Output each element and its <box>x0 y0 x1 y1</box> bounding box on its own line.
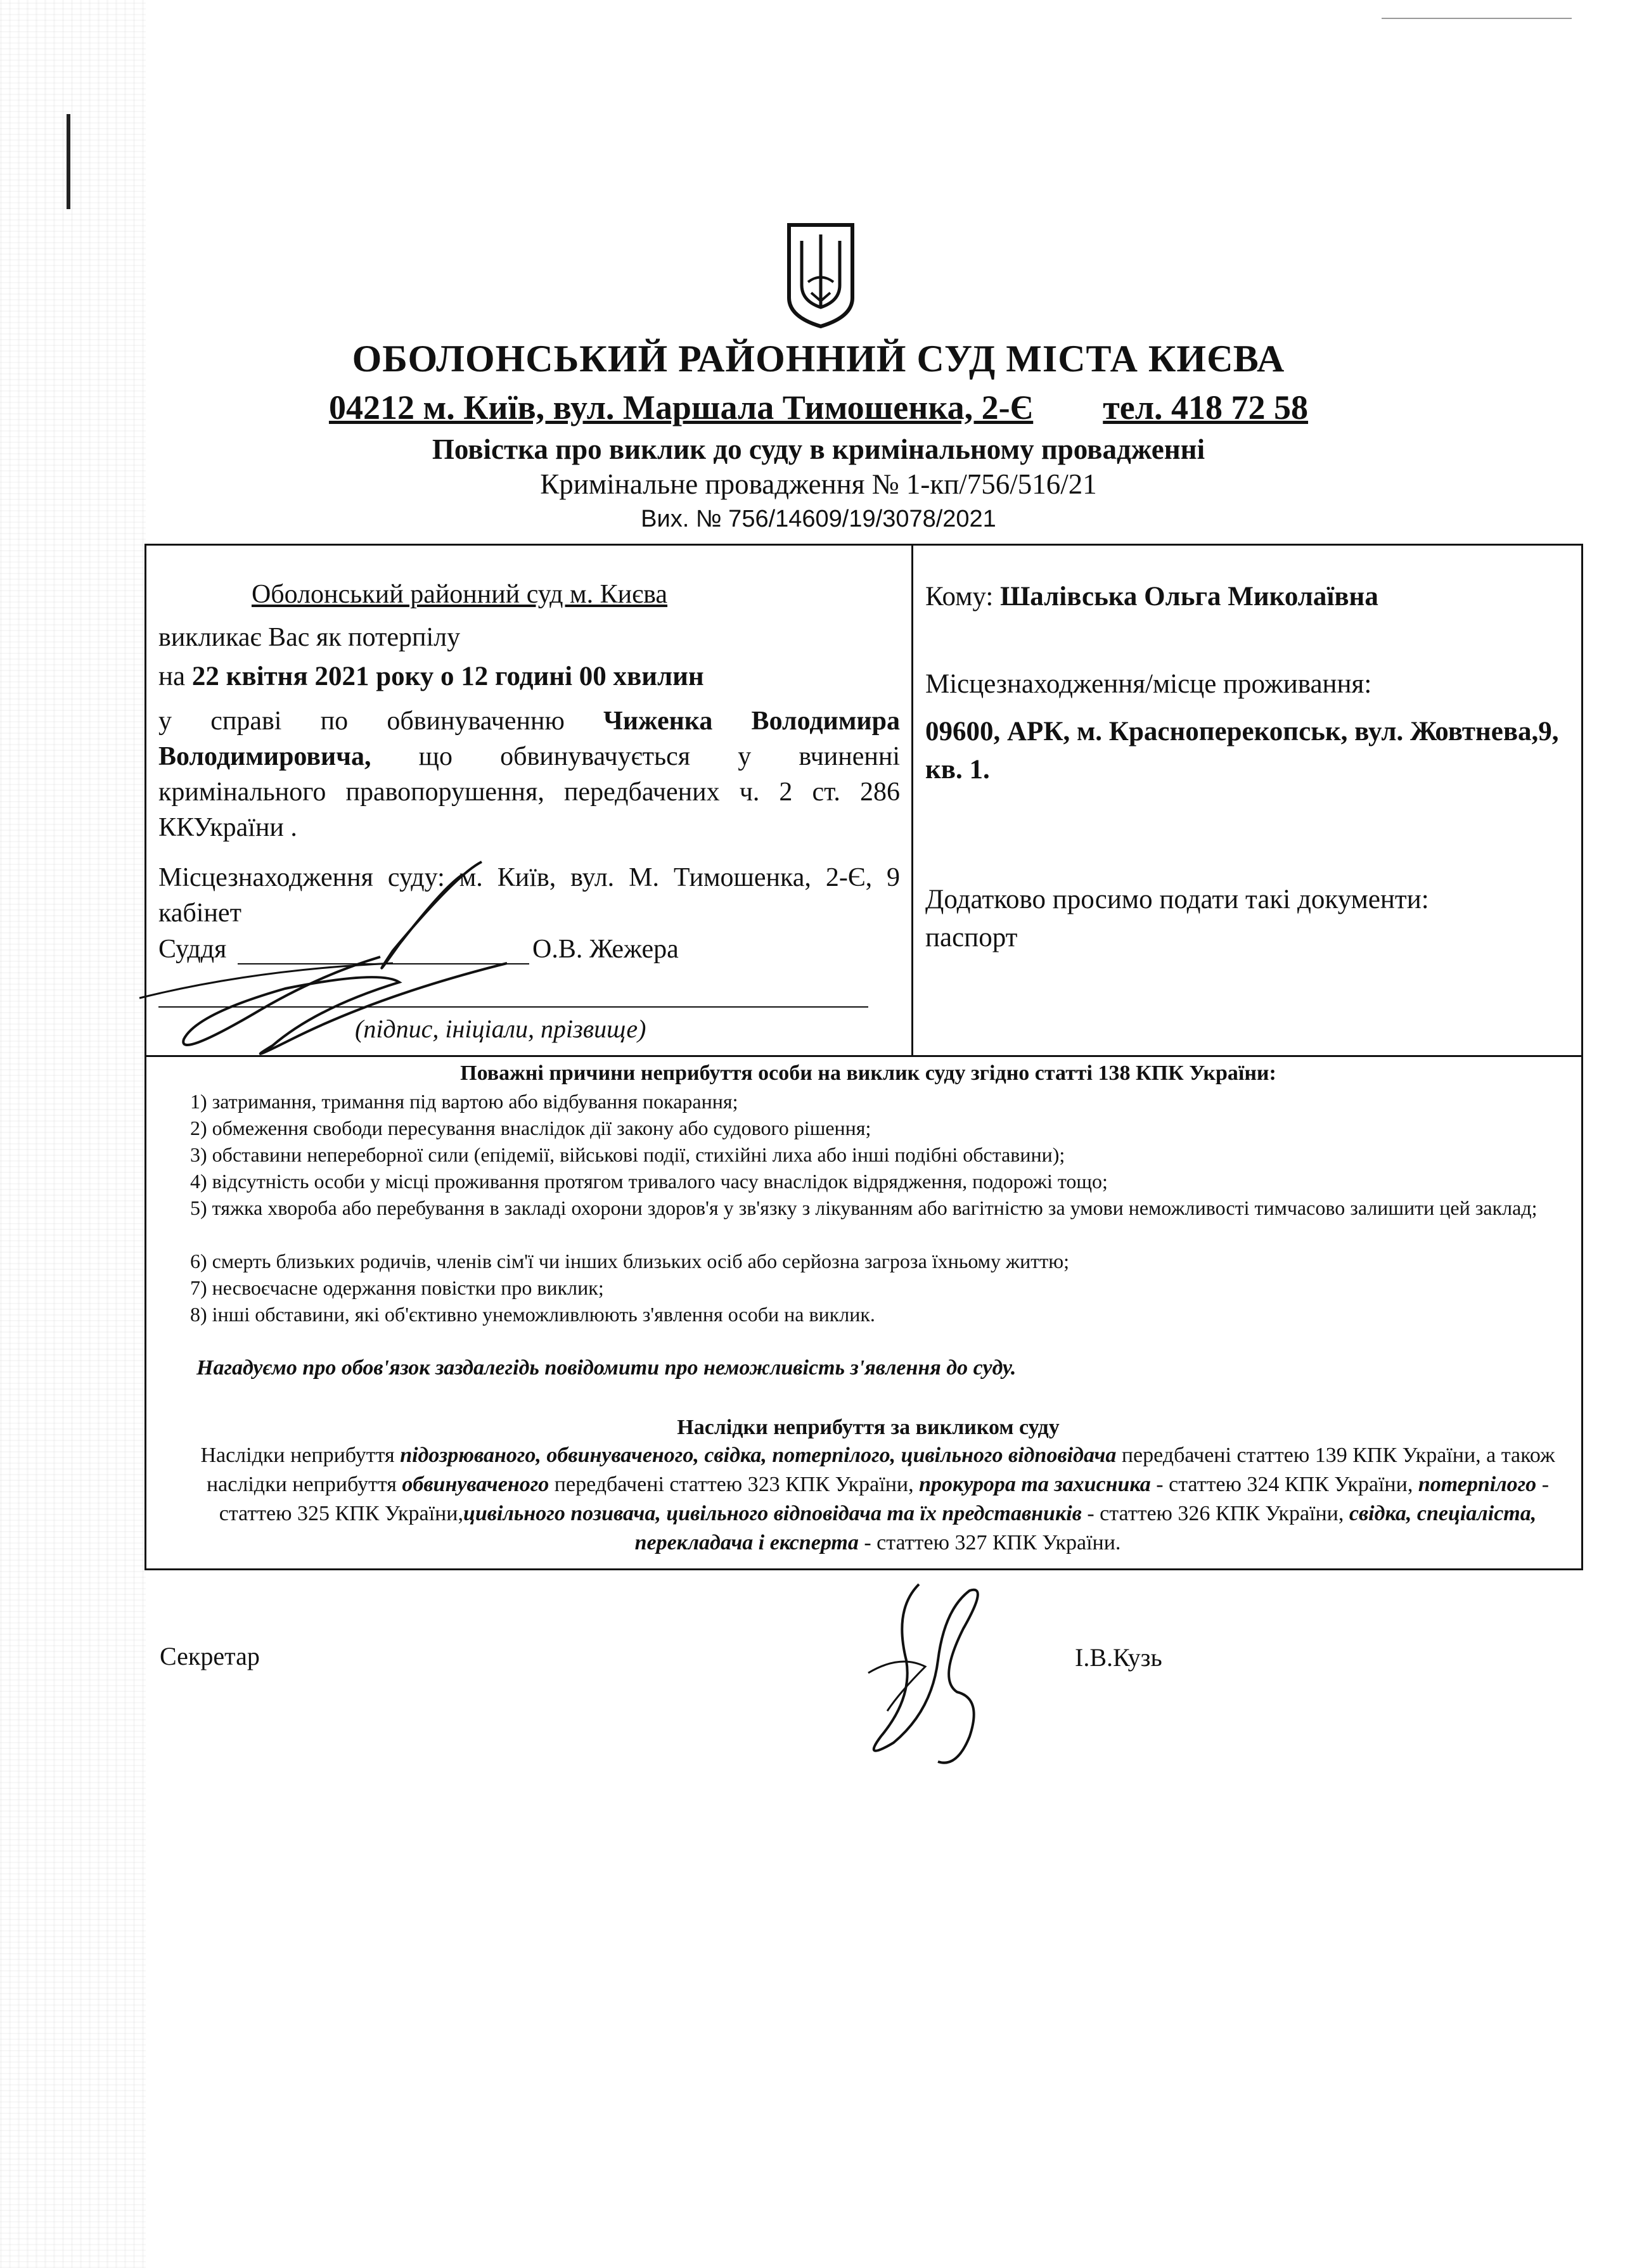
cons-part: передбачені статтею 323 КПК України, <box>549 1473 920 1496</box>
valid-reasons-item: 7) несвоєчасне одержання повістки про виклик; <box>190 1276 604 1299</box>
signature-caption: (підпис, ініціали, прізвище) <box>355 1015 646 1043</box>
documents-required: паспорт <box>925 923 1018 952</box>
cons-emph: підозрюваного, обвинуваченого, свідка, потерпілого, цивільного відповідача <box>400 1444 1117 1467</box>
valid-reasons-item: 8) інші обставини, які об'єктивно унеможливлюють з'явлення особи на виклик. <box>190 1303 875 1326</box>
secretary-label: Секретар <box>160 1642 260 1670</box>
judge-signature-icon <box>127 849 539 1065</box>
frame-right-border <box>1581 544 1583 1570</box>
valid-reasons-item: 5) тяжка хвороба або перебування в закладі охорони здоров'я у зв'язку з лікуванням або вагітністю за умови неможливості тимчасово залишити цей заклад; <box>190 1196 1537 1219</box>
address-text: 04212 м. Київ, вул. Маршала Тимошенка, 2-Є <box>328 388 1034 426</box>
case-number: Кримінальне провадження № 1-кп/756/516/21 <box>540 468 1097 500</box>
coat-of-arms-icon <box>786 222 856 330</box>
summoning-court: Оболонський районний суд м. Києва <box>251 580 668 609</box>
cons-emph: обвинуваченого <box>402 1473 549 1496</box>
case-description <box>158 703 900 845</box>
valid-reasons-item: 6) смерть близьких родичів, членів сім'ї чи інших близьких осіб або серйозна загроза їхньому життю; <box>190 1250 1070 1272</box>
residence-label: Місцезнаходження/місце проживання: <box>925 669 1372 699</box>
frame-bottom-border <box>144 1568 1583 1570</box>
consequences-text <box>190 1441 1565 1558</box>
summons-title: Повістка про виклик до суду в кримінальному провадженні <box>432 433 1205 465</box>
secretary-name: І.В.Кузь <box>1075 1643 1162 1672</box>
residence-address: 09600, АРК, м. Красноперекопськ, вул. Жовтнева,9, кв. 1. <box>925 717 1559 785</box>
cons-emph: цивільного позивача, цивільного відповідача та їх представників <box>463 1502 1082 1525</box>
cons-part: - статтею 325 КПК України, <box>219 1473 1550 1525</box>
hearing-date: 22 квітня 2021 року о 12 годині 00 хвилин <box>191 662 704 691</box>
outgoing-number: Вих. № 756/14609/19/3078/2021 <box>641 506 996 532</box>
valid-reasons-item: 2) обмеження свободи пересування внаслідок дії закону або судового рішення; <box>190 1117 871 1139</box>
case-charge: що обвинувачується у вчиненні кримінального правопорушення, передбачених ч. 2 ст. 286 ККУкраїни . <box>158 742 900 842</box>
summons-role: викликає Вас як потерпілу <box>158 623 461 652</box>
secretary-signature-icon <box>843 1572 1008 1774</box>
frame-top-border <box>144 544 1583 546</box>
cons-emph: свідка, спеціаліста, перекладача і експерта <box>634 1502 1537 1554</box>
court-address <box>0 388 1637 427</box>
recipient-line <box>925 578 1572 616</box>
cons-part: передбачені статтею 139 КПК України, а також наслідки неприбуття <box>206 1444 1555 1496</box>
accused-name: Чиженка Володимира Володимировича, <box>158 707 900 771</box>
judge-label: Суддя <box>158 935 227 964</box>
valid-reasons-item: 3) обставини непереборної сили (епідемії, військові події, стихійні лиха або інші подібні обставини); <box>190 1143 1065 1166</box>
notification-reminder: Нагадуємо про обов'язок заздалегідь повідомити про неможливість з'явлення до суду. <box>196 1356 1017 1380</box>
cons-part: Наслідки неприбуття <box>200 1444 401 1467</box>
court-name: ОБОЛОНСЬКИЙ РАЙОННИЙ СУД МІСТА КИЄВА <box>352 338 1285 380</box>
recipient-label: Кому: <box>925 582 994 612</box>
hearing-date-line <box>158 659 900 695</box>
scan-top-line <box>1382 18 1572 19</box>
judge-name: О.В. Жежера <box>532 935 679 964</box>
cons-emph: потерпілого <box>1418 1473 1537 1496</box>
frame-column-divider <box>911 544 913 1057</box>
cons-emph: прокурора та захисника <box>919 1473 1151 1496</box>
cons-part: - статтею 324 КПК України, <box>1150 1473 1418 1496</box>
scan-artifact-bar <box>67 114 70 209</box>
cons-part: - статтею 327 КПК України. <box>858 1531 1121 1554</box>
date-prefix: на <box>158 662 186 691</box>
court-location: Місцезнаходження суду: м. Київ, вул. М. Тимошенка, 2-Є, 9 кабінет <box>158 863 900 928</box>
documents-label: Додатково просимо подати такі документи: <box>925 885 1429 914</box>
case-prefix: у справі по обвинуваченню <box>158 707 565 736</box>
recipient-name: Шалівська Ольга Миколаївна <box>1000 582 1378 612</box>
consequences-title: Наслідки неприбуття за викликом суду <box>677 1416 1060 1439</box>
valid-reasons-item: 1) затримання, тримання під вартою або відбування покарання; <box>190 1090 738 1113</box>
valid-reasons-item: 4) відсутність особи у місці проживання протягом тривалого часу внаслідок відрядження, подорожі тощо; <box>190 1170 1108 1193</box>
court-phone: тел. 418 72 58 <box>1103 388 1309 426</box>
valid-reasons-title: Поважні причини неприбуття особи на виклик суду згідно статті 138 КПК України: <box>460 1061 1276 1085</box>
cons-part: - статтею 326 КПК України, <box>1081 1502 1349 1525</box>
